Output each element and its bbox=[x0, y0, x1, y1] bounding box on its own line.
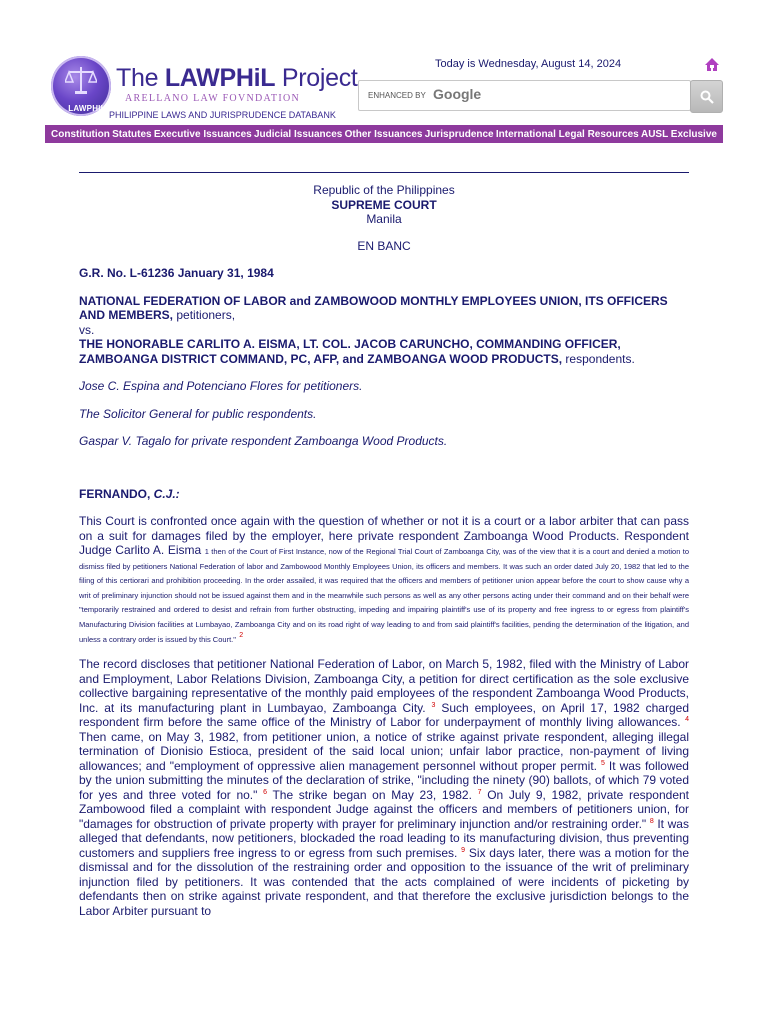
respondents-names: THE HONORABLE CARLITO A. EISMA, LT. COL. JACOB CARUNCHO, COMMANDING OFFICER, ZAMBOANGA DISTRICT COMMAND, PC, AFP, and ZAMBOANGA WOOD PRODUCTS, bbox=[79, 337, 621, 366]
p2-part-f: On July 9, 1982, private respondent Zambowood filed a complaint with respondent Judge against the officers and members of petitioners union, for "damages for obstruction of private property with prayer for preliminary injunction and/or restraining order." bbox=[79, 787, 690, 831]
division: EN BANC bbox=[357, 238, 411, 253]
footnote-ref-5[interactable]: 5 bbox=[601, 759, 605, 767]
lawphil-logo[interactable] bbox=[51, 56, 111, 116]
paragraph-1 bbox=[79, 514, 689, 645]
nav-other-issuances[interactable]: Other Issuances bbox=[344, 128, 423, 140]
site-header bbox=[45, 52, 723, 124]
p2-part-a: The record discloses that petitioner National Federation of Labor, on March 5, 1982, filed with the Ministry of Labor and Employment, Labor Relations Division, Zamboanga City, a petition for direct certification as the sole exclusive collective bargaining representative of the monthly paid employees of the respondent Zamboanga Wood Products, Inc. at its manufacturing plant in Lumbayao, Zamboanga City. bbox=[79, 657, 689, 715]
search-button[interactable] bbox=[690, 80, 723, 113]
scales-of-justice-icon bbox=[65, 64, 97, 98]
footnote-ref-6[interactable]: 6 bbox=[263, 788, 267, 796]
paragraph-2 bbox=[79, 657, 689, 918]
search-box bbox=[358, 80, 691, 111]
p2-part-h: Six days later, there was a motion for the dismissal and for the dissolution of the restraining order and opposition to the issuance of the writ of preliminary injunction filed by petitioners. It was contended that the acts complained of were incidents of picketing by defendants then on strike against private respondent, and that therefore the exclusive jurisdiction belongs to the Labor Arbiter pursuant to bbox=[79, 845, 690, 918]
counsel-petitioners: Jose C. Espina and Potenciano Flores for petitioners. bbox=[79, 379, 363, 393]
home-icon[interactable] bbox=[704, 57, 720, 73]
counsel-public-respondents: The Solicitor General for public respondents. bbox=[79, 406, 317, 421]
nav-constitution[interactable]: Constitution bbox=[51, 128, 110, 140]
nav-ausl-exclusive[interactable]: AUSL Exclusive bbox=[640, 128, 717, 140]
google-brand: Google bbox=[433, 86, 482, 102]
paragraph-1-text: This Court is confronted once again with the question of whether or not it is a court or a labor arbiter that can pass on a suit for damages filed by the employer, here private respondent Zamboanga Wood Products. Respondent Judge Carlito A. Eisma bbox=[79, 514, 689, 557]
magnifier-icon bbox=[700, 90, 714, 104]
footnote-ref-8[interactable]: 8 bbox=[649, 817, 654, 825]
petitioners-names: NATIONAL FEDERATION OF LABOR and ZAMBOWOOD MONTHLY EMPLOYEES UNION, ITS OFFICERS AND MEMBERS, bbox=[79, 293, 668, 322]
counsel-private-respondent: Gaspar V. Tagalo for private respondent Zamboanga Wood Products. bbox=[79, 434, 448, 448]
respondents bbox=[79, 337, 689, 366]
title-suffix: Project bbox=[275, 64, 358, 92]
today-date: Today is Wednesday, August 14, 2024 bbox=[435, 58, 622, 70]
footnote-ref-9[interactable]: 9 bbox=[461, 846, 466, 854]
site-tagline: PHILIPPINE LAWS AND JURISPRUDENCE DATABANK bbox=[109, 110, 336, 120]
footnote-ref-3[interactable]: 3 bbox=[431, 701, 436, 709]
decision-document bbox=[79, 183, 689, 918]
footnote-1-inline: 1 then of the Court of First Instance, now of the Regional Trial Court of Zamboanga City, was of the view that it is a court and denied a motion to dismiss filed by petitioners National Federation of labor and Zambowood Monthly Employees Union, its officers and members. It was such an order dated July 20, 1982 that led to the filing of this certiorari and prohibition proceeding. In the order assailed, it was required that the officers and members of petitioner union appear before the court to show cause why a writ of preliminary injunction should not be issued against them and in the meanwhile such persons as well as any other persons acting under their command and on their behalf were "temporarily restrained and ordered to desist and refrain from further obstructing, impeding and impairing plaintiff's use of its property and free ingress to or egress from plaintiff's Manufacturing Division facilities at Lumbayao, Zamboanga City and on its road right of way leading to and from said plaintiff's facilities, pending the determination of the litigation, and unless a contrary order is issued by this Court." bbox=[79, 547, 689, 644]
nav-international-legal-resources[interactable]: International Legal Resources bbox=[495, 128, 639, 140]
title-prefix: The bbox=[116, 64, 165, 92]
p2-part-c: Then came, on May 3, 1982, from petitioner union, a notice of strike against private respondent, alleging illegal termination of Dionisio Estioca, president of the said local union; unfair labor practice, non-payment of living allowances; and "employment of oppressive alien management personnel without proper permit. bbox=[79, 729, 689, 773]
footnote-ref-4[interactable]: 4 bbox=[685, 716, 689, 724]
p2-part-g: It was alleged that defendants, now petitioners, blockaded the road leading to its manufacturing division, thus preventing customers and suppliers free ingress to or egress from such premises. bbox=[79, 816, 689, 860]
petitioners-role: petitioners, bbox=[173, 308, 236, 322]
nav-statutes[interactable]: Statutes bbox=[112, 128, 152, 140]
search-enhanced-label: ENHANCED BY bbox=[368, 91, 426, 100]
title-bold: LAWPHiL bbox=[164, 64, 276, 92]
site-subtitle: ARELLANO LAW FOVNDATION bbox=[125, 93, 301, 104]
nav-executive-issuances[interactable]: Executive Issuances bbox=[153, 128, 252, 140]
ponente bbox=[79, 487, 689, 502]
caption-court: SUPREME COURT bbox=[331, 197, 437, 212]
versus: vs. bbox=[79, 322, 95, 337]
footnote-ref-7[interactable]: 7 bbox=[477, 788, 482, 796]
p2-part-e: The strike began on May 23, 1982. bbox=[266, 787, 472, 802]
caption-city: Manila bbox=[366, 212, 402, 226]
p2-part-d: It was followed by the union submitting the minutes of the declaration of strike, "including the ninety (90) ballots, of which 79 voted for yes and three voted for no." bbox=[79, 758, 689, 802]
petitioners bbox=[79, 294, 689, 323]
search-input[interactable] bbox=[484, 85, 688, 108]
logo-caption: LAWPHIL bbox=[68, 104, 106, 113]
ponente-title: C.J.: bbox=[153, 486, 180, 501]
nav-judicial-issuances[interactable]: Judicial Issuances bbox=[253, 128, 343, 140]
case-number: G.R. No. L-61236 January 31, 1984 bbox=[79, 266, 274, 280]
divider bbox=[79, 172, 689, 173]
p2-part-b: Such employees, on April 17, 1982 charged respondent firm before the same office of the Ministry of Labor for underpayment of monthly living allowances. bbox=[79, 700, 689, 730]
footnote-ref-2[interactable]: 2 bbox=[239, 631, 244, 639]
site-title[interactable] bbox=[116, 64, 358, 93]
main-nav bbox=[45, 125, 723, 143]
nav-jurisprudence[interactable]: Jurisprudence bbox=[424, 128, 494, 140]
respondents-role: respondents. bbox=[562, 351, 635, 366]
caption-republic: Republic of the Philippines bbox=[313, 183, 455, 197]
ponente-name: FERNANDO, bbox=[79, 486, 154, 501]
